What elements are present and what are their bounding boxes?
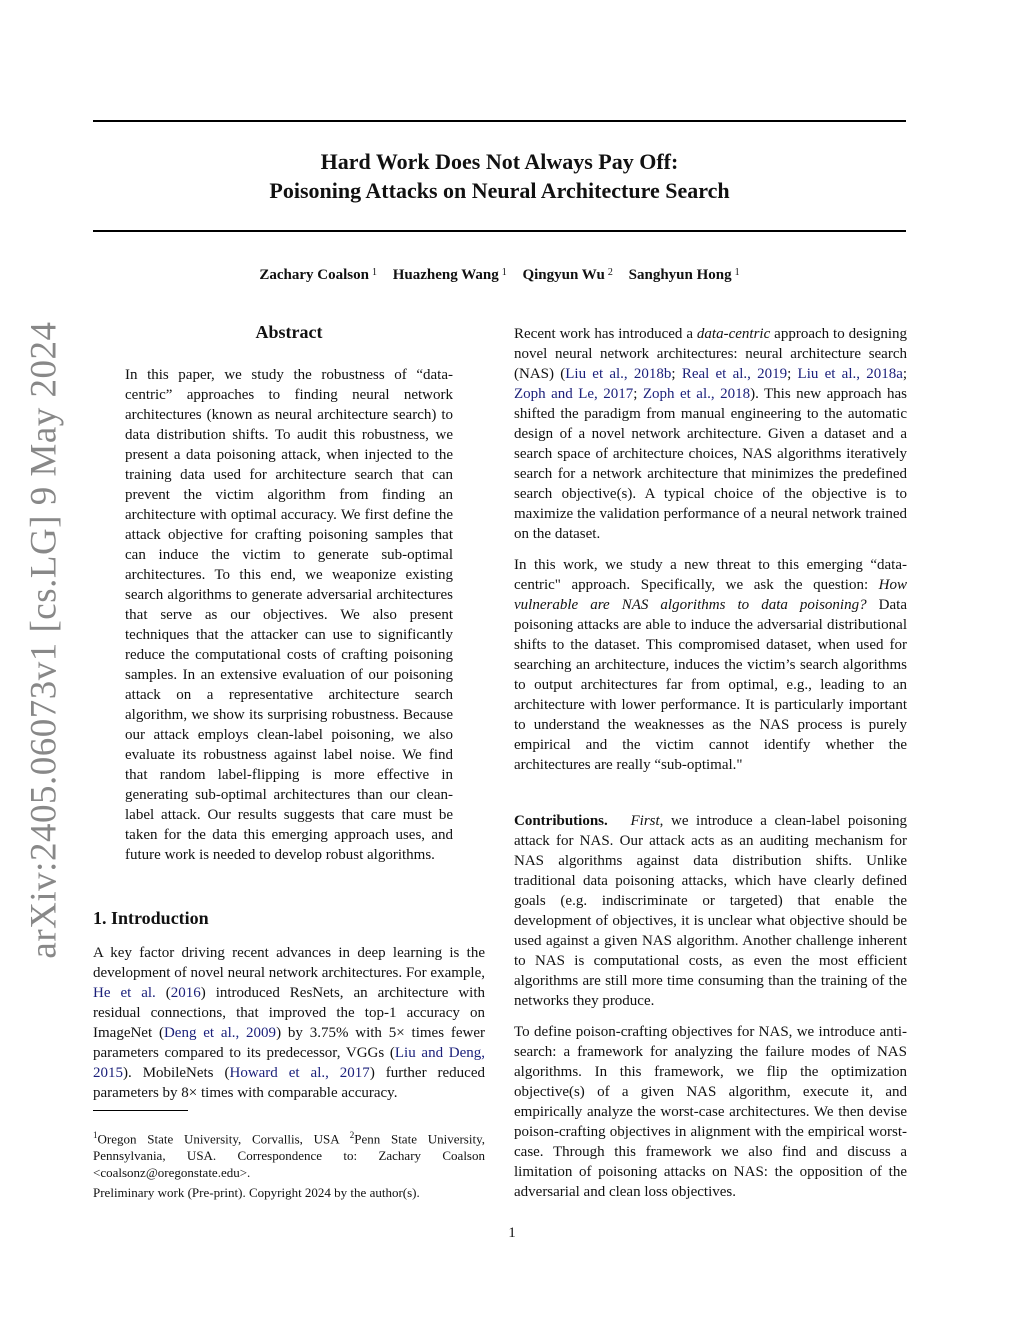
text-span: In this work, we study a new threat to this emerging “data-centric" approach. Specifically, we ask the question: — [514, 557, 907, 593]
text-span: ; — [787, 366, 798, 382]
right-paragraph-1-text — [514, 324, 907, 544]
citation-link[interactable]: He et al. — [93, 985, 156, 1001]
text-span: A key factor driving recent advances in deep learning is the development of novel neural network architectures. For example, — [93, 945, 485, 981]
text-span: approach to designing novel neural network architectures: neural architecture search (NAS) ( — [514, 326, 907, 382]
text-span: ). MobileNets ( — [123, 1065, 230, 1081]
author-3 — [522, 267, 612, 283]
text-span: ) further reduced parameters by 8× times with comparable accuracy. — [93, 1065, 485, 1101]
author-2 — [393, 267, 507, 283]
preliminary-notice: Preliminary work (Pre-print). Copyright 2024 by the author(s). — [93, 1185, 420, 1200]
right-paragraph-2-text — [514, 555, 907, 775]
citation-link[interactable]: Zoph et al., 2018 — [642, 386, 751, 402]
author-4 — [629, 267, 740, 283]
affiliation-mark: 1 — [734, 267, 740, 278]
arxiv-sidebar-stamp: arXiv:2405.06073v1 [cs.LG] 9 May 2024 — [23, 321, 65, 959]
author-name: Qingyun Wu — [522, 267, 605, 283]
abstract-text: In this paper, we study the robustness of “data-centric” approaches to finding neural network architectures (known as neural architecture search) to data distribution shifts. To audit this robustness, we present a data poisoning attack, when injected to the training data used for architecture search that can prevent the victim algorithm from finding an architecture with optimal accuracy. We first define the attack objective for crafting poisoning samples that can induce the victim to generate sub-optimal architectures. To this end, we weaponize existing search algorithms to generate adversarial architectures that serve as our objectives. We also present techniques that the attacker can use to significantly reduce the computational costs of crafting poisoning samples. In an extensive evaluation of our poisoning attack on a representative architecture search algorithm, we show its surprising robustness. Because our attack employs clean-label poisoning, we also evaluate its robustness against label noise. We find that random label-flipping is more effective in generating sub-optimal architectures than our clean-label attack. Our results suggests that care must be taken for the data this emerging approach uses, and future work is needed to develop robust algorithms. — [125, 367, 453, 863]
text-span: ) introduced ResNets, an architecture with residual connections, that improved the top-1 accuracy on ImageNet ( — [93, 985, 485, 1041]
section-heading-introduction: 1. Introduction — [93, 908, 209, 928]
author-name: Sanghyun Hong — [628, 267, 732, 283]
author-1 — [259, 267, 377, 283]
footnote-affiliation-2: Penn State University, Pennsylvania, USA. Correspondence to: Zachary Coalson <coalsonz@oregonstate.edu>. — [93, 1131, 485, 1181]
emphasis: First — [630, 813, 660, 829]
text-span: ; — [671, 366, 682, 382]
text-span: Data poisoning attacks are able to induce the adversarial distributional shifts to the dataset. This compromised dataset, when used for searching an architecture, induces the victim’s search algorithms to output architectures far from optimal, e.g., leading to an architecture with lower performance. It is particularly important to understand the weaknesses as the NAS process is purely empirical and the victim cannot identify whether the architectures are really “sub-optimal." — [514, 597, 907, 773]
text-span: ) by 3.75% with 5× times fewer parameters compared to its predecessor, VGGs ( — [93, 1025, 485, 1061]
citation-link[interactable]: Real et al., 2019 — [681, 366, 788, 382]
author-name: Zachary Coalson — [259, 267, 369, 283]
citation-link[interactable]: Liu and Deng, 2015 — [93, 1045, 485, 1081]
footnote-affiliation-1: Oregon State University, Corvallis, USA — [97, 1131, 350, 1147]
intro-paragraph-1-text — [93, 943, 485, 1103]
right-paragraph-contributions — [514, 811, 907, 1011]
title-top-rule — [93, 120, 906, 122]
right-paragraph-contributions-text — [514, 811, 907, 1011]
intro-paragraph-1 — [93, 943, 485, 1103]
right-paragraph-4-text: To define poison-crafting objectives for NAS, we introduce anti-search: a framework for analyzing the failure modes of NAS algorithms. In this framework, we flip the optimization objective(s) of a given NAS algorithm, execute it, and empirically analyze the worst-case architectures. We then devise poison-crafting objectives in alignment with the empirical worst-case. Through this framework we also find and discuss a limitation of poisoning attacks on NAS: the opposition of the adversarial and clean loss objectives. — [514, 1024, 907, 1200]
footnote-mark: 1 — [93, 1130, 98, 1140]
page-number: 1 — [508, 1225, 516, 1241]
author-name: Huazheng Wang — [392, 267, 499, 283]
abstract-heading: Abstract — [255, 322, 323, 342]
text-span: ). This new approach has shifted the paradigm from manual engineering to the automatic design of a novel network architecture. Given a dataset and a search space of architecture choices, NAS algorithms iteratively search for a network architecture that minimizes the predefined search objective(s). A typical choice of the objective is to maximize the validation performance of a neural network trained on the dataset. — [514, 386, 907, 542]
footnote-rule — [93, 1110, 188, 1111]
footnote-mark: 2 — [349, 1130, 355, 1140]
citation-link[interactable]: Deng et al., 2009 — [163, 1025, 277, 1041]
emphasis: How vulnerable are NAS algorithms to data poisoning? — [514, 577, 907, 613]
emphasis: data-centric — [696, 326, 771, 342]
citation-link[interactable]: Howard et al., 2017 — [229, 1065, 370, 1081]
title-bottom-rule — [93, 230, 906, 232]
affiliation-footnote — [93, 1127, 485, 1181]
right-paragraph-1 — [514, 324, 907, 544]
paper-title-line-2: Poisoning Attacks on Neural Architecture Search — [269, 178, 730, 203]
citation-link[interactable]: Liu et al., 2018a — [797, 366, 903, 382]
citation-link[interactable]: 2016 — [170, 985, 201, 1001]
right-paragraph-2 — [514, 555, 907, 775]
affiliation-mark: 1 — [501, 267, 507, 278]
right-paragraph-4 — [514, 1022, 907, 1202]
text-span: Recent work has introduced a — [514, 326, 697, 342]
text-span: ; — [633, 386, 643, 402]
citation-link[interactable]: Liu et al., 2018b — [565, 366, 672, 382]
text-span: ; — [902, 366, 908, 382]
text-span: , we introduce a clean-label poisoning attack for NAS. Our attack acts as an auditing mechanism for NAS algorithms against data distribution shifts. Unlike traditional data poisoning attacks, which have clearly defined goals (e.g. indiscriminate or targeted) that enable the development of objectives, it is unclear what objective should be used against a given NAS algorithm. Another challenge inherent to NAS is computational costs, as even the most efficient algorithms are still more time consuming than the training of the networks they produce. — [514, 813, 907, 1009]
run-in-heading: Contributions. — [514, 813, 608, 829]
text-span: ( — [155, 985, 171, 1001]
paper-title-line-1: Hard Work Does Not Always Pay Off: — [320, 149, 679, 174]
author-list — [93, 265, 906, 285]
affiliation-mark: 1 — [371, 267, 377, 278]
affiliation-mark: 2 — [607, 267, 613, 278]
citation-link[interactable]: Zoph and Le, 2017 — [514, 386, 634, 402]
